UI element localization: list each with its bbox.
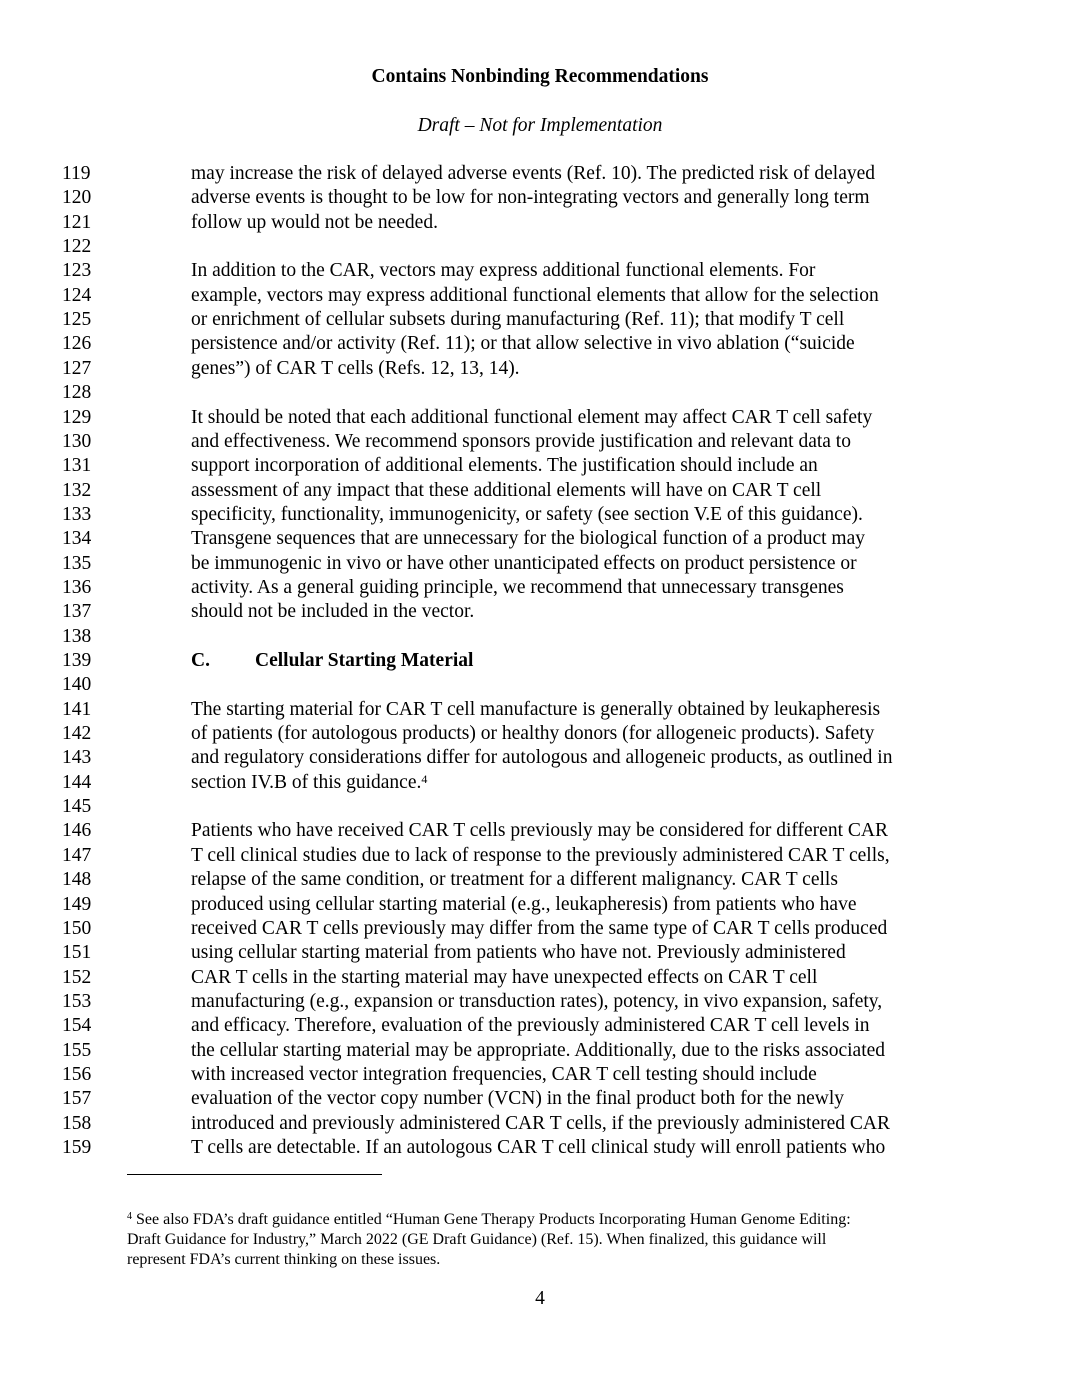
text-line [0,527,1080,551]
line-number: 127 [62,357,92,379]
text-line [0,1039,1080,1063]
text-line [0,430,1080,454]
line-text: CAR T cells in the starting material may have unexpected effects on CAR T cell [191,966,818,988]
footnote-line: represent FDA’s current thinking on these issues. [127,1251,441,1268]
text-line [0,259,1080,283]
text-line [0,284,1080,308]
line-text: follow up would not be needed. [191,211,438,233]
text-line [0,381,1080,405]
header-subtitle: Draft – Not for Implementation [417,115,663,136]
footnote-reference[interactable]: 4 [421,771,428,786]
line-number: 126 [62,333,92,355]
line-number: 140 [62,674,92,696]
line-number: 158 [62,1112,92,1134]
text-line [0,600,1080,624]
line-number: 149 [62,893,92,915]
text-line [0,771,1080,795]
line-text: received CAR T cells previously may differ from the same type of CAR T cells produced [191,917,888,939]
line-text: produced using cellular starting material (e.g., leukapheresis) from patients who have [191,893,857,915]
text-line [0,722,1080,746]
text-line [0,917,1080,941]
line-text: using cellular starting material from patients who have not. Previously administered [191,942,846,964]
line-number: 141 [62,698,92,720]
footnote-line: Draft Guidance for Industry,” March 2022 (GE Draft Guidance) (Ref. 15). When finalized, this guidance will [127,1231,827,1248]
line-number: 157 [62,1088,92,1110]
text-line [0,795,1080,819]
line-text: Patients who have received CAR T cells previously may be considered for different CAR [191,820,888,842]
line-text: In addition to the CAR, vectors may express additional functional elements. For [191,260,816,282]
line-text: T cells are detectable. If an autologous CAR T cell clinical study will enroll patients who [191,1137,886,1158]
text-line [0,552,1080,576]
section-title: Cellular Starting Material [255,650,474,671]
line-text: relapse of the same condition, or treatment for a different malignancy. CAR T cells [191,869,838,891]
text-line [0,1112,1080,1136]
line-number: 120 [62,187,92,209]
text-line [0,211,1080,235]
text-line [0,162,1080,186]
line-text: section IV.B of this guidance.$^4$ [191,771,428,793]
text-line [0,503,1080,527]
line-number: 135 [62,552,92,574]
text-line [0,406,1080,430]
text-line [0,966,1080,990]
line-text: be immunogenic in vivo or have other unanticipated effects on product persistence or [191,552,857,574]
line-number: 153 [62,990,92,1012]
line-text: example, vectors may express additional functional elements that allow for the selection [191,284,879,306]
line-number: 119 [62,163,91,184]
line-number: 122 [62,236,92,258]
line-text: the cellular starting material may be appropriate. Additionally, due to the risks associated [191,1039,886,1061]
text-line [0,625,1080,649]
line-text: or enrichment of cellular subsets during manufacturing (Ref. 11); that modify T cell [191,309,845,331]
line-number: 145 [62,796,92,818]
text-line [0,1087,1080,1111]
line-number: 151 [62,942,92,964]
text-line [0,819,1080,843]
line-text: persistence and/or activity (Ref. 11); or that allow selective in vivo ablation (“suicide [191,333,855,355]
line-number: 130 [62,430,92,452]
line-text: T cell clinical studies due to lack of response to the previously administered CAR T cells, [191,844,890,866]
line-text: specificity, functionality, immunogenicity, or safety (see section V.E of this guidance). [191,503,863,525]
line-number: 144 [62,771,92,793]
line-text: and effectiveness. We recommend sponsors provide justification and relevant data to [191,430,851,452]
text-line [0,235,1080,259]
line-number: 128 [62,382,92,404]
line-text: It should be noted that each additional functional element may affect CAR T cell safety [191,406,873,428]
text-line [0,941,1080,965]
line-number: 137 [62,601,92,623]
line-number: 132 [62,479,92,501]
footnote-line: $^4$ See also FDA’s draft guidance entitled “Human Gene Therapy Products Incorporating Human Genome Editing: [127,1211,851,1228]
text-line [0,454,1080,478]
line-text: evaluation of the vector copy number (VCN) in the final product both for the newly [191,1088,845,1110]
footnote [127,1210,851,1270]
text-line [0,990,1080,1014]
line-number: 147 [62,844,92,866]
text-line [0,186,1080,210]
line-number: 121 [62,211,92,233]
line-number: 156 [62,1063,92,1085]
text-line [0,332,1080,356]
line-number: 136 [62,576,92,598]
line-number: 143 [62,747,92,769]
footnote-mark: 4 [127,1211,132,1222]
text-line [0,357,1080,381]
line-number: 129 [62,406,92,428]
line-text: should not be included in the vector. [191,601,475,623]
line-text: assessment of any impact that these additional elements will have on CAR T cell [191,479,822,501]
text-line [0,698,1080,722]
line-text: and regulatory considerations differ for autologous and allogeneic products, as outlined in [191,747,893,769]
text-line [0,1014,1080,1038]
text-line [0,576,1080,600]
text-line [0,868,1080,892]
line-text: The starting material for CAR T cell manufacture is generally obtained by leukapheresis [191,698,881,720]
text-line [0,844,1080,868]
line-text: with increased vector integration frequencies, CAR T cell testing should include [191,1063,817,1085]
section-letter: C. [191,650,210,671]
footnote-divider [127,1174,382,1175]
text-line [0,673,1080,697]
line-number: 124 [62,284,92,306]
line-text: genes”) of CAR T cells (Refs. 12, 13, 14). [191,357,520,379]
text-line [0,1063,1080,1087]
text-line [0,746,1080,770]
line-number: 131 [62,455,92,477]
text-line [0,1136,1080,1160]
line-number: 134 [62,528,92,550]
section-heading-line [0,649,1080,673]
line-text: adverse events is thought to be low for non-integrating vectors and generally long term [191,187,870,209]
text-line [0,479,1080,503]
page-number: 4 [535,1288,545,1309]
line-number: 159 [62,1137,92,1158]
line-number: 142 [62,723,92,745]
line-number: 148 [62,869,92,891]
line-text: support incorporation of additional elements. The justification should include an [191,455,818,477]
line-number: 123 [62,260,92,282]
line-text: introduced and previously administered CAR T cells, if the previously administered CAR [191,1112,890,1134]
line-number: 139 [62,650,92,671]
line-text: manufacturing (e.g., expansion or transduction rates), potency, in vivo expansion, safety, [191,990,883,1012]
line-number: 133 [62,503,92,525]
line-number: 152 [62,966,92,988]
line-text: activity. As a general guiding principle, we recommend that unnecessary transgenes [191,576,844,598]
line-number: 146 [62,820,92,842]
line-text: may increase the risk of delayed adverse events (Ref. 10). The predicted risk of delayed [191,163,876,184]
line-text: Transgene sequences that are unnecessary for the biological function of a product may [191,528,865,550]
line-number: 154 [62,1015,92,1037]
line-number: 138 [62,625,92,647]
line-number: 125 [62,309,92,331]
text-line [0,308,1080,332]
line-number: 150 [62,917,92,939]
line-text: and efficacy. Therefore, evaluation of the previously administered CAR T cell levels in [191,1015,870,1037]
line-number: 155 [62,1039,92,1061]
line-text: of patients (for autologous products) or healthy donors (for allogeneic products). Safety [191,723,875,745]
header-title: Contains Nonbinding Recommendations [371,66,709,87]
text-line [0,893,1080,917]
